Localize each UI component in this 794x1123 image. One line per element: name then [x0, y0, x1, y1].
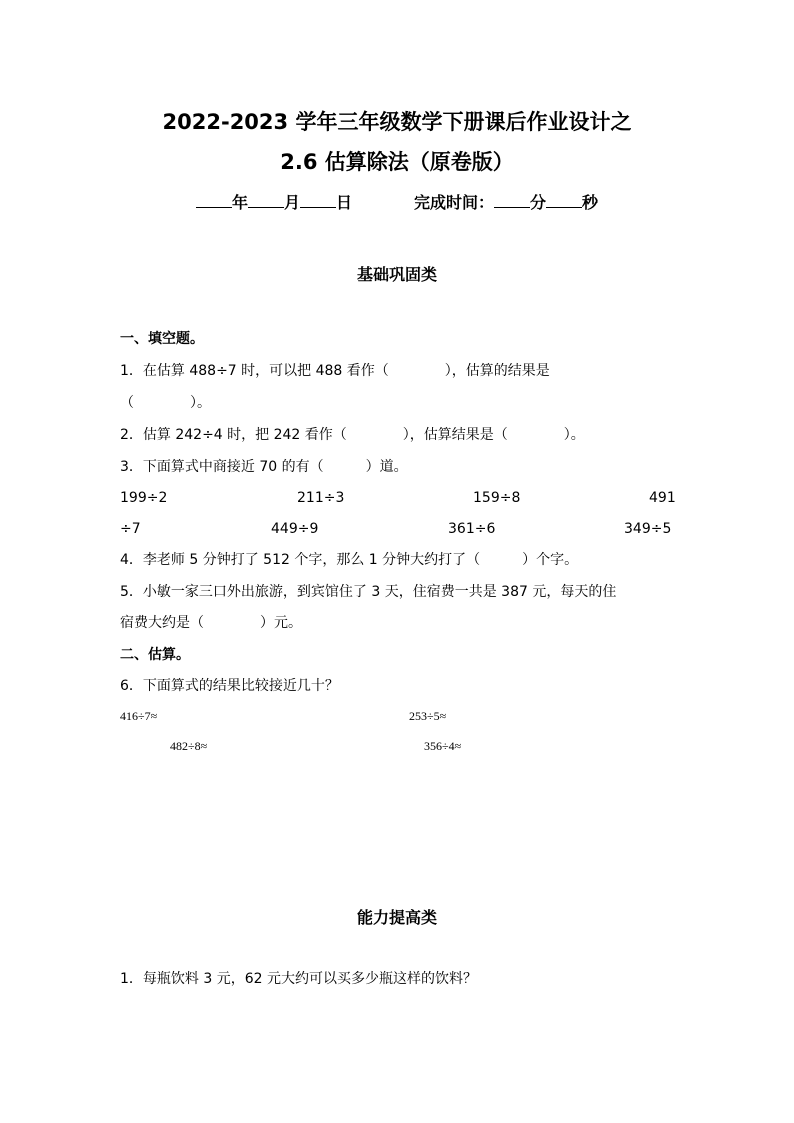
q3-expression: ÷7	[120, 521, 141, 537]
section-heading-advanced: 能力提高类	[356, 908, 437, 927]
q3-expression: 211÷3	[297, 490, 345, 506]
q3-expression: 199÷2	[120, 490, 168, 506]
second-label: 秒	[582, 193, 599, 212]
month-label: 月	[283, 193, 300, 212]
q3-expression: 491	[649, 490, 676, 506]
second-blank[interactable]	[546, 193, 582, 208]
time-label: 完成时间：	[414, 193, 495, 212]
question-5-line2: 宿费大约是（ ）元。	[120, 615, 302, 631]
day-label: 日	[335, 193, 352, 212]
minute-label: 分	[530, 193, 547, 212]
minute-blank[interactable]	[494, 193, 530, 208]
advanced-question-1: 1．每瓶饮料 3 元，62 元大约可以买多少瓶这样的饮料？	[120, 971, 477, 987]
year-label: 年	[231, 193, 248, 212]
question-4: 4．李老师 5 分钟打了 512 个字，那么 1 分钟大约打了（ ）个字。	[120, 552, 579, 568]
part2-heading: 二、估算。	[120, 647, 190, 663]
part1-heading: 一、填空题。	[120, 331, 204, 347]
page-subtitle: 2.6 估算除法（原卷版）	[280, 150, 514, 174]
question-5-line1: 5．小敏一家三口外出旅游，到宾馆住了 3 天，住宿费一共是 387 元，每天的住	[120, 584, 617, 600]
estimate-expression: 253÷5≈	[409, 709, 447, 723]
question-2: 2．估算 242÷4 时，把 242 看作（ ），估算结果是（ ）。	[120, 427, 585, 443]
question-6: 6．下面算式的结果比较接近几十？	[120, 678, 339, 694]
estimate-expression: 356÷4≈	[424, 739, 462, 753]
date-time-line	[0, 190, 794, 213]
q3-expression: 449÷9	[271, 521, 319, 537]
estimate-expression: 482÷8≈	[170, 739, 208, 753]
question-1-line1: 1．在估算 488÷7 时，可以把 488 看作（ ），估算的结果是	[120, 363, 550, 379]
section-heading-basic: 基础巩固类	[356, 265, 437, 284]
q3-expression: 349÷5	[624, 521, 672, 537]
q3-expression: 361÷6	[448, 521, 496, 537]
q3-expression: 159÷8	[473, 490, 521, 506]
question-3: 3．下面算式中商接近 70 的有（ ）道。	[120, 459, 408, 475]
month-blank[interactable]	[248, 193, 284, 208]
page-title: 2022-2023 学年三年级数学下册课后作业设计之	[162, 110, 632, 134]
estimate-expression: 416÷7≈	[120, 709, 158, 723]
year-blank[interactable]	[196, 193, 232, 208]
question-1-line2: （ ）。	[120, 395, 211, 411]
day-blank[interactable]	[300, 193, 336, 208]
